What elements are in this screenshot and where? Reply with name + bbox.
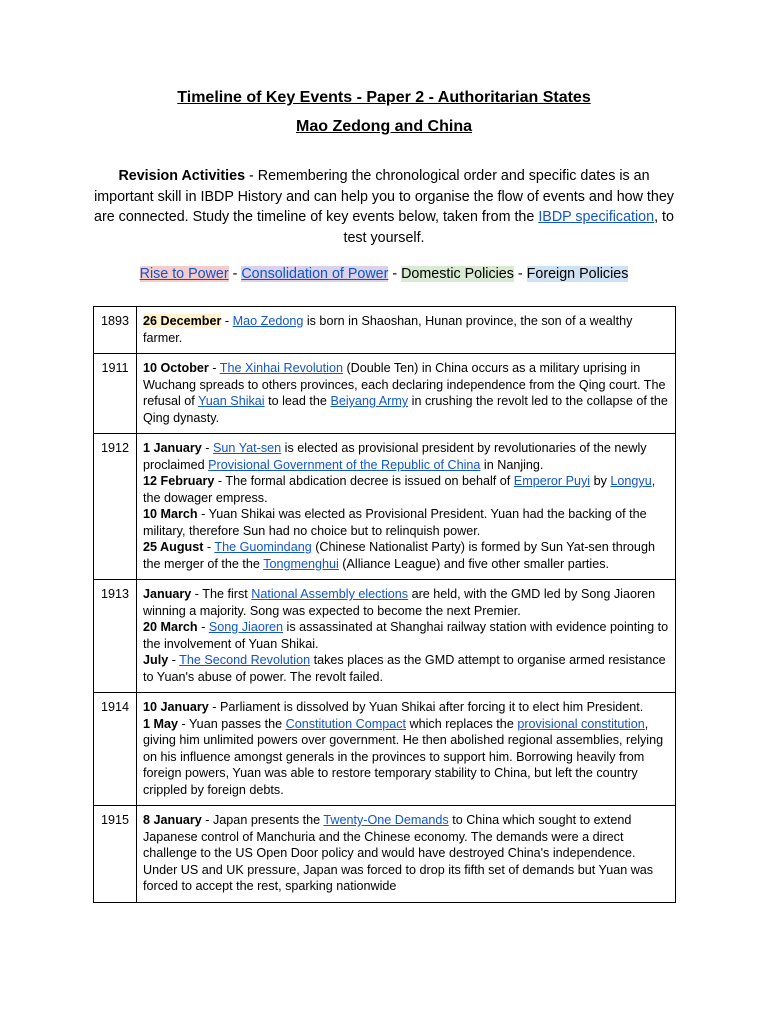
year-cell: 1914 — [94, 693, 137, 806]
event-cell — [137, 354, 676, 434]
event-date: 10 October — [143, 361, 209, 375]
event-text: is elected as provisional president by revolutionaries of the newly proclaimed — [143, 441, 647, 472]
guomindang-link[interactable]: The Guomindang — [214, 540, 312, 554]
twenty-one-demands-link[interactable]: Twenty-One Demands — [323, 813, 449, 827]
year-cell: 1912 — [94, 434, 137, 580]
event-text: - Parliament is dissolved by Yuan Shikai after forcing it to elect him President. — [208, 700, 644, 714]
sun-yat-sen-link[interactable]: Sun Yat-sen — [213, 441, 282, 455]
page-title: Timeline of Key Events - Paper 2 - Authoritarian States — [177, 89, 591, 106]
intro-bold: Revision Activities — [118, 168, 246, 184]
event-text: are held, with the GMD led by Song Jiaoren winning a majority. Song was expected to become the next Premier. — [143, 587, 656, 618]
legend-sep: - — [388, 266, 402, 282]
table-row — [94, 580, 676, 693]
table-row — [94, 693, 676, 806]
event-text: - The formal abdication decree is issued on behalf of — [214, 474, 514, 488]
legend-rise-to-power[interactable]: Rise to Power — [139, 266, 229, 282]
event-cell — [137, 693, 676, 806]
event-date: 12 February — [143, 474, 215, 488]
ibdp-specification-link[interactable]: IBDP specification — [538, 209, 655, 225]
event-text: - — [168, 653, 180, 667]
year-cell: 1913 — [94, 580, 137, 693]
event-text: is born in Shaoshan, Hunan province, the son of a wealthy farmer. — [143, 314, 633, 345]
event-text: is assassinated at Shanghai railway station with evidence pointing to the involvement of Yuan Shikai. — [143, 620, 669, 651]
event-cell — [137, 806, 676, 903]
event-text: - Yuan passes the — [178, 716, 286, 731]
event-date: 10 January — [143, 700, 209, 714]
legend-sep: - — [228, 266, 242, 282]
color-legend — [0, 266, 768, 282]
year-cell: 1915 — [94, 806, 137, 903]
event-date: 20 March — [143, 620, 198, 634]
year-cell: 1911 — [94, 354, 137, 434]
event-cell — [137, 434, 676, 580]
emperor-puyi-link[interactable]: Emperor Puyi — [513, 474, 591, 488]
event-text: (Double Ten) in China occurs as a military uprising in Wuchang spreads to others provinces, each declaring independence from the Qing court. The refusal of — [143, 361, 666, 408]
event-cell — [137, 307, 676, 354]
table-row — [94, 434, 676, 580]
timeline-table — [93, 306, 676, 903]
event-text: - — [221, 314, 233, 328]
page-subtitle: Mao Zedong and China — [296, 118, 472, 135]
xinhai-revolution-link[interactable]: The Xinhai Revolution — [219, 361, 343, 375]
table-row — [94, 806, 676, 903]
event-text: which replaces the — [406, 716, 518, 731]
event-text: to China which sought to extend Japanese control of Manchuria and the Chinese economy. The demands were a direct challenge to the US Open Door policy and would have destroyed China's independence. Under US and UK pressure, Japan was forced to drop its fifth set of demands but Yuan was forced to accept the rest, sparking nationwide — [143, 813, 654, 893]
event-date: 8 January — [143, 813, 202, 827]
event-text: in Nanjing. — [480, 457, 544, 472]
provisional-government-link[interactable]: Provisional Government of the Republic of China — [208, 457, 481, 472]
event-cell — [137, 580, 676, 693]
longyu-link[interactable]: Longyu — [610, 474, 652, 488]
national-assembly-elections-link[interactable]: National Assembly elections — [251, 587, 409, 601]
event-text: - Yuan Shikai was elected as Provisional President. Yuan had the backing of the military, therefore Sun had no choice but to relinquish power. — [143, 507, 647, 538]
provisional-constitution-link[interactable]: provisional constitution — [517, 716, 645, 731]
event-text: , the dowager empress. — [143, 474, 656, 505]
legend-domestic-policies: Domestic Policies — [401, 266, 514, 282]
event-text: (Chinese Nationalist Party) is formed by Sun Yat-sen through the merger of the the — [143, 540, 655, 571]
table-row — [94, 354, 676, 434]
legend-foreign-policies: Foreign Policies — [526, 266, 629, 282]
table-row — [94, 307, 676, 354]
beiyang-army-link[interactable]: Beiyang Army — [330, 394, 409, 408]
event-text: - — [208, 361, 220, 375]
event-text: takes places as the GMD attempt to organise armed resistance to Yuan's abuse of power. The revolt failed. — [143, 653, 666, 684]
song-jiaoren-link[interactable]: Song Jiaoren — [208, 620, 284, 634]
event-date: 25 August — [143, 540, 204, 554]
event-text: - — [197, 620, 209, 634]
event-date: 1 January — [143, 441, 202, 455]
event-date: 1 May — [143, 716, 179, 731]
event-text: (Alliance League) and five other smaller parties. — [338, 556, 610, 571]
intro-paragraph — [88, 166, 680, 248]
event-text: , giving him unlimited powers over government. He then abolished regional assemblies, relying on his influence amongst generals in the provinces to support him. Borrowing heavily from foreign powers, Yuan was able to restore temporary stability to China, but left the country crippled by foreign debts. — [143, 716, 664, 797]
second-revolution-link[interactable]: The Second Revolution — [179, 653, 311, 667]
event-text: - — [201, 441, 214, 455]
mao-zedong-link[interactable]: Mao Zedong — [232, 314, 304, 328]
intro-end: , to test yourself. — [343, 209, 674, 246]
event-date: July — [143, 653, 169, 667]
legend-sep: - — [513, 266, 527, 282]
event-text: in crushing the revolt led to the collapse of the Qing dynasty. — [143, 394, 668, 425]
event-text: by — [590, 474, 611, 488]
yuan-shikai-link[interactable]: Yuan Shikai — [198, 394, 265, 408]
event-text: - The first — [191, 587, 252, 601]
intro-text: - Remembering the chronological order and specific dates is an important skill in IBDP History and can help you to organise the flow of events and how they are connected. Study the timeline of key events below, taken from the — [94, 168, 674, 225]
constitution-compact-link[interactable]: Constitution Compact — [285, 716, 407, 731]
event-date: January — [143, 587, 192, 601]
event-text: - — [203, 540, 215, 554]
event-date: 26 December — [143, 314, 222, 328]
event-date: 10 March — [143, 507, 198, 521]
event-text: to lead the — [264, 394, 331, 408]
event-text: - Japan presents the — [201, 813, 324, 827]
legend-consolidation-of-power[interactable]: Consolidation of Power — [241, 266, 389, 282]
tongmenghui-link[interactable]: Tongmenghui — [263, 556, 339, 571]
year-cell: 1893 — [94, 307, 137, 354]
